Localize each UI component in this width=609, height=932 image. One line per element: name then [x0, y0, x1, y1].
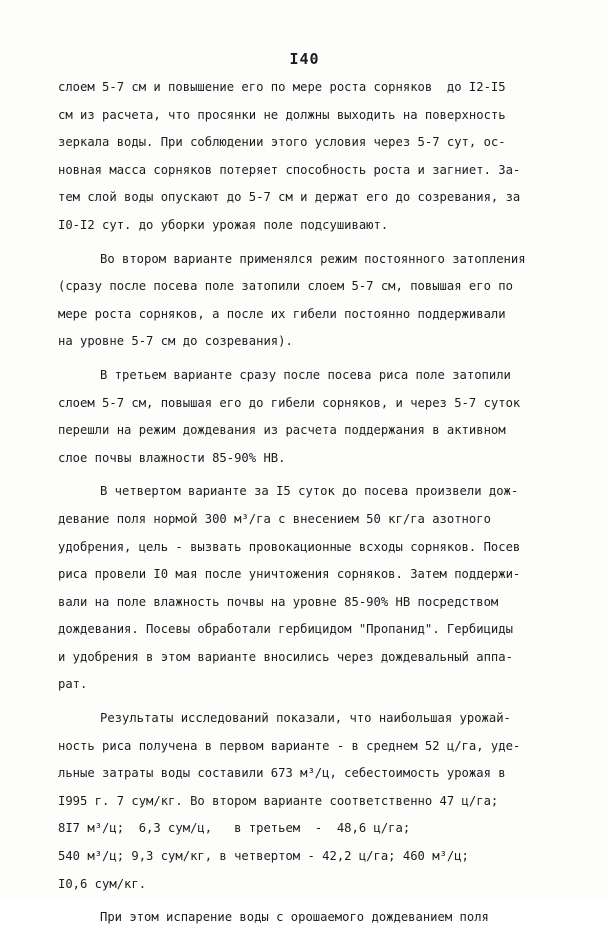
body-text	[58, 74, 578, 932]
text-line: на уровне 5-7 см до созревания).	[58, 334, 293, 349]
page-number: I40	[289, 50, 320, 68]
text-line: удобрения, цель - вызвать провокационные всходы сорняков. Посев	[58, 539, 521, 554]
paragraph	[58, 705, 578, 898]
paragraph	[58, 246, 578, 356]
text-line: мере роста сорняков, а после их гибели постоянно поддерживали	[58, 306, 506, 321]
text-line: В третьем варианте сразу после посева риса поле затопили	[100, 367, 511, 382]
text-line: 540 м³/ц; 9,3 сум/кг, в четвертом - 42,2 ц/га; 460 м³/ц;	[58, 849, 469, 864]
text-line: При этом испарение воды с орошаемого дождеванием поля	[100, 910, 489, 925]
text-line: 8I7 м³/ц; 6,3 сум/ц, в третьем - 48,6 ц/га;	[58, 821, 411, 836]
text-line: I0,6 сум/кг.	[58, 876, 147, 891]
text-line: слоем 5-7 см, повышая его до гибели сорняков, и через 5-7 суток	[58, 395, 521, 410]
text-line: Результаты исследований показали, что наибольшая урожай-	[100, 711, 511, 726]
text-line: перешли на режим дождевания из расчета поддержания в активном	[58, 423, 506, 438]
text-line: зеркала воды. При соблюдении этого условия через 5-7 сут, ос-	[58, 135, 506, 150]
text-line: (сразу после посева поле затопили слоем 5-7 см, повышая его по	[58, 279, 513, 294]
paragraph	[58, 362, 578, 472]
text-line: девание поля нормой 300 м³/га с внесением 50 кг/га азотного	[58, 511, 491, 526]
text-line: новная масса сорняков потеряет способность роста и загниет. За-	[58, 162, 521, 177]
text-line: ность риса получена в первом варианте - в среднем 52 ц/га, удe-	[58, 738, 521, 753]
paragraph	[58, 478, 578, 699]
text-line: В четвертом варианте за I5 суток до посева произвели дож-	[100, 484, 519, 499]
text-line: льные затраты воды составили 673 м³/ц, себестоимость урожая в	[58, 766, 506, 781]
text-line: и удобрения в этом варианте вносились через дождевальный аппа-	[58, 649, 513, 664]
paragraph	[58, 74, 578, 240]
text-line: I0-I2 сут. до уборки урожая поле подсушивают.	[58, 217, 389, 232]
text-line: см из расчета, что просянки не должны выходить на поверхность	[58, 107, 506, 122]
text-line: вали на поле влажность почвы на уровне 85-90% НВ посредством	[58, 594, 499, 609]
text-line: слое почвы влажности 85-90% НВ.	[58, 450, 286, 465]
text-line: риса провели I0 мая после уничтожения сорняков. Затем поддержи-	[58, 567, 521, 582]
text-line: рат.	[58, 677, 88, 692]
text-line: тем слой воды опускают до 5-7 см и держат его до созревания, за	[58, 190, 521, 205]
paragraph	[58, 904, 578, 932]
text-line: дождевания. Посевы обработали гербицидом "Пропанид". Гербициды	[58, 622, 513, 637]
text-line: I995 г. 7 сум/кг. Во втором варианте соответственно 47 ц/га;	[58, 793, 499, 808]
text-line: слоем 5-7 см и повышение его по мере роста сорняков до I2-I5	[58, 80, 506, 94]
text-line: Во втором варианте применялся режим постоянного затопления	[100, 251, 526, 266]
